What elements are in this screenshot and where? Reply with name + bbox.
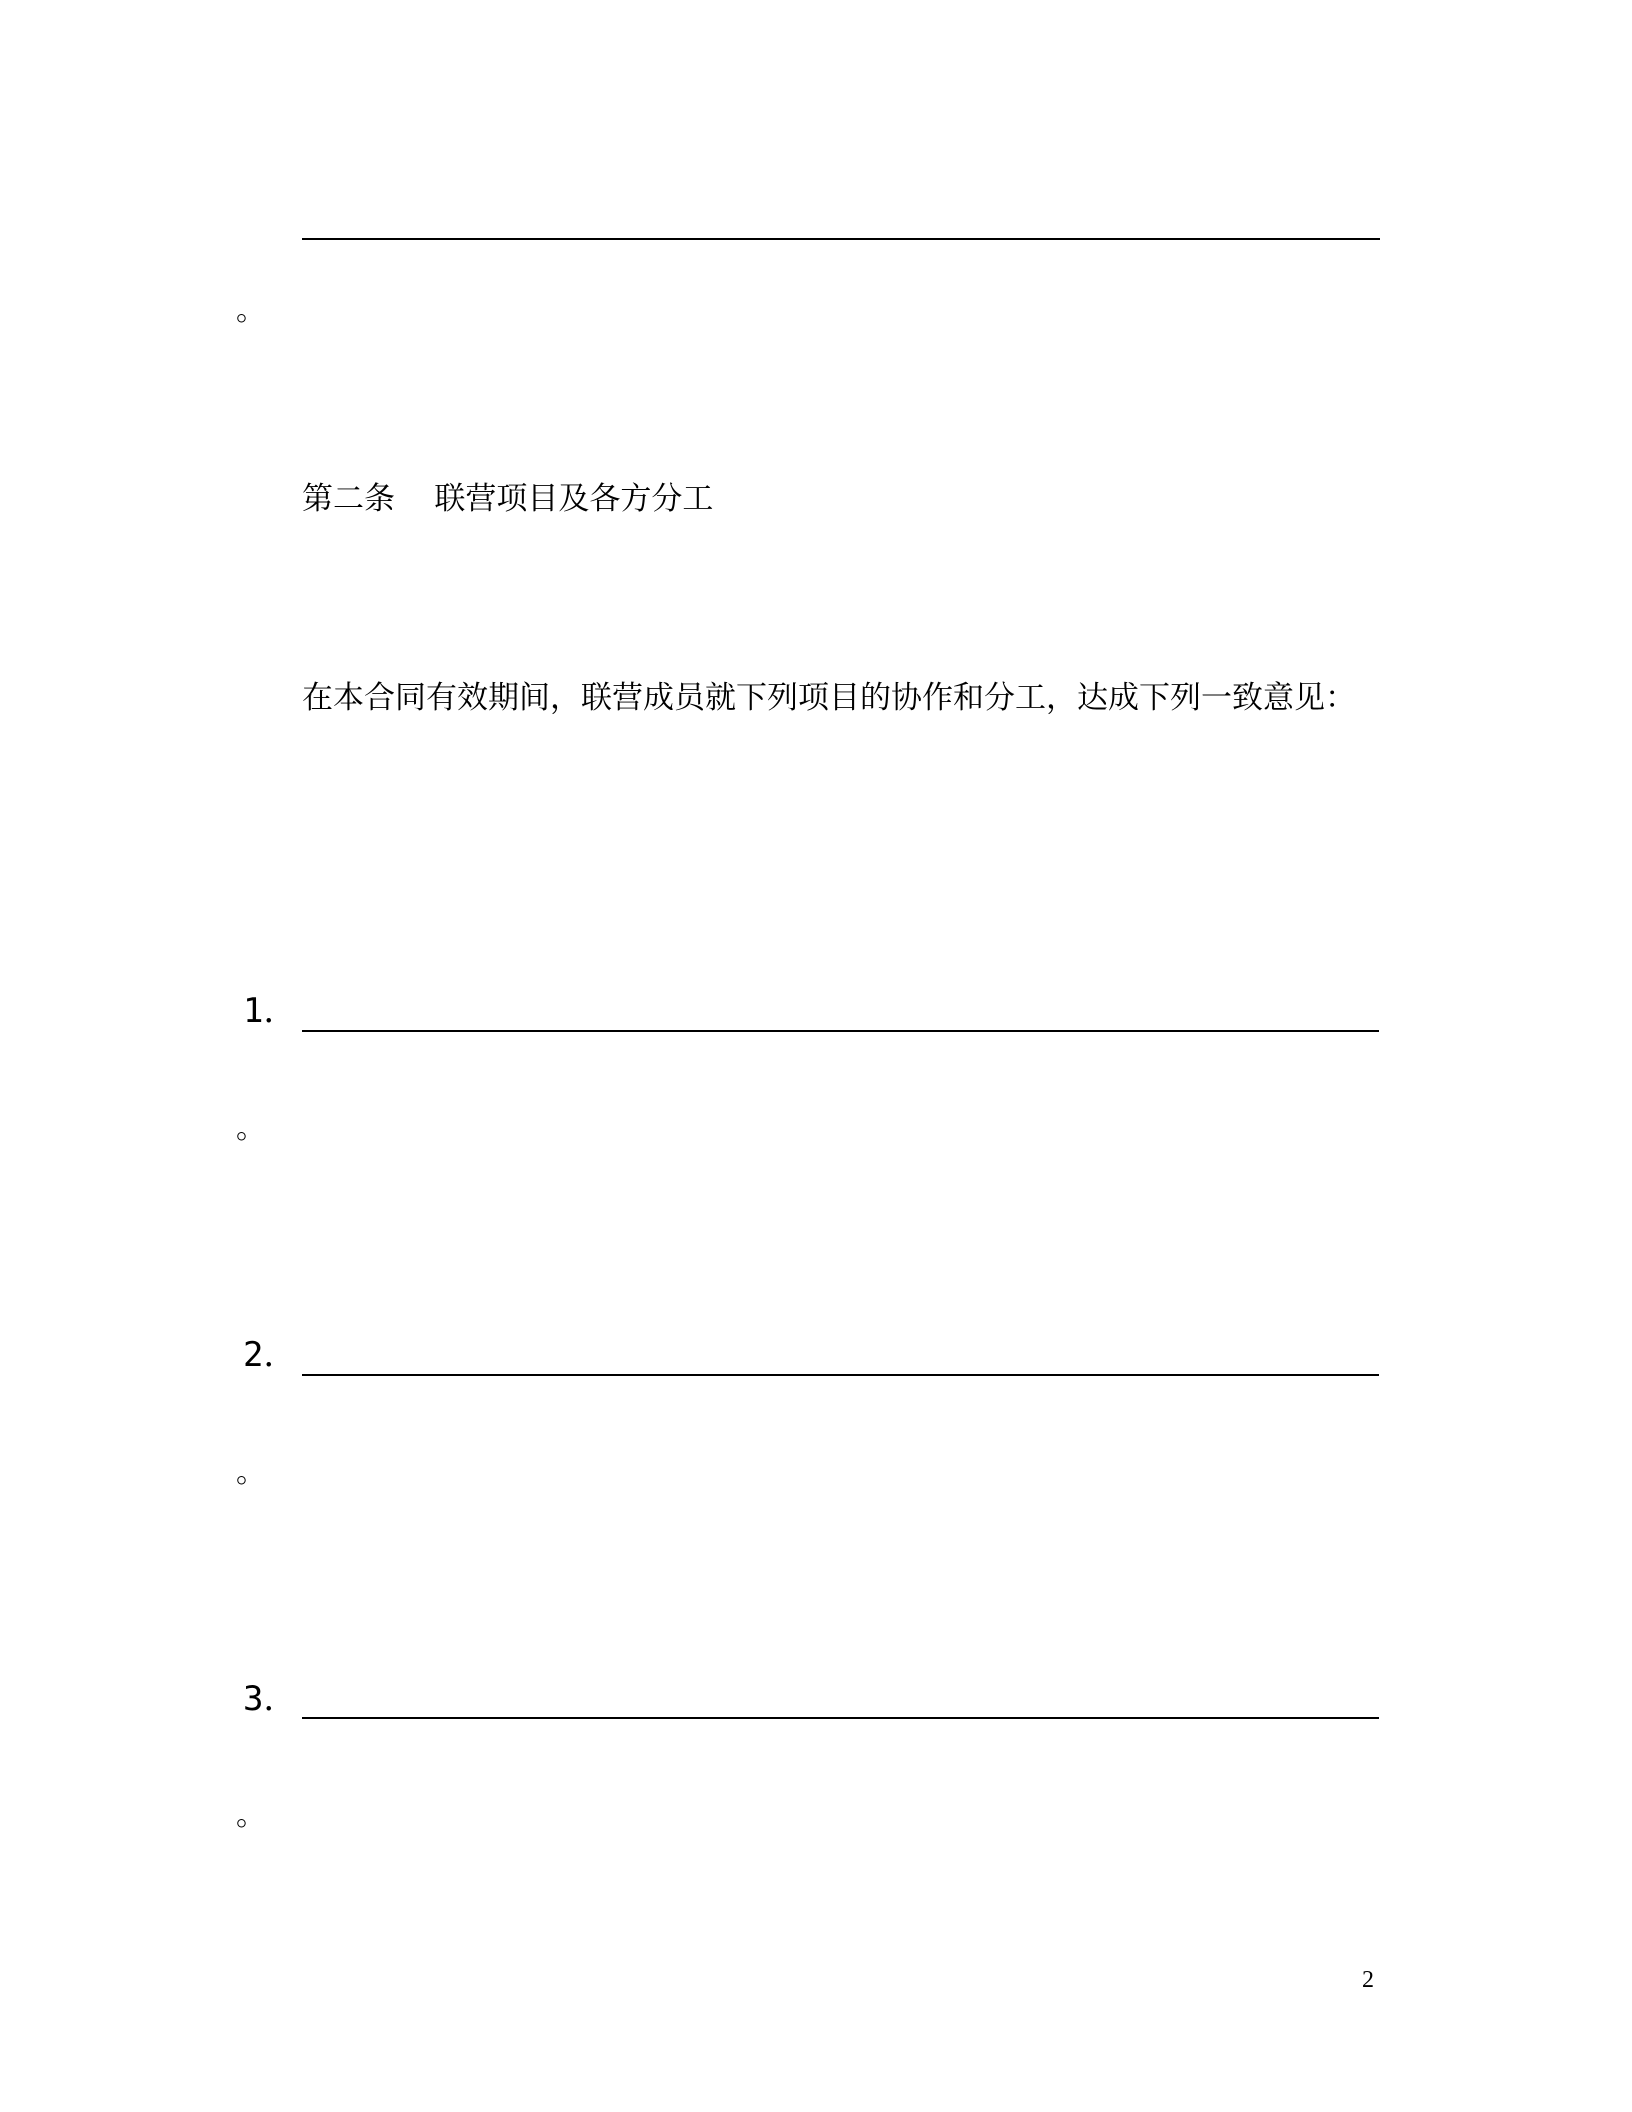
item-1-number: 1． <box>243 991 298 1031</box>
page-number: 2 <box>1362 1967 1374 1993</box>
item-3-number: 3． <box>243 1679 298 1719</box>
item-3-fill-in-line[interactable] <box>302 1717 1379 1719</box>
item-2-number: 2． <box>243 1335 298 1375</box>
item-3-period: 。 <box>236 1798 266 1833</box>
item-2-period: 。 <box>236 1455 266 1490</box>
clause-heading: 第二条 联营项目及各方分工 <box>302 481 714 517</box>
clause-intro-paragraph: 在本合同有效期间，联营成员就下列项目的协作和分工，达成下列一致意见： <box>302 680 1356 716</box>
item-1-fill-in-line[interactable] <box>302 1030 1379 1032</box>
top-fill-in-line[interactable] <box>302 238 1380 240</box>
item-2-fill-in-line[interactable] <box>302 1374 1379 1376</box>
top-fill-in-period: 。 <box>236 293 266 328</box>
item-1-period: 。 <box>236 1111 266 1146</box>
